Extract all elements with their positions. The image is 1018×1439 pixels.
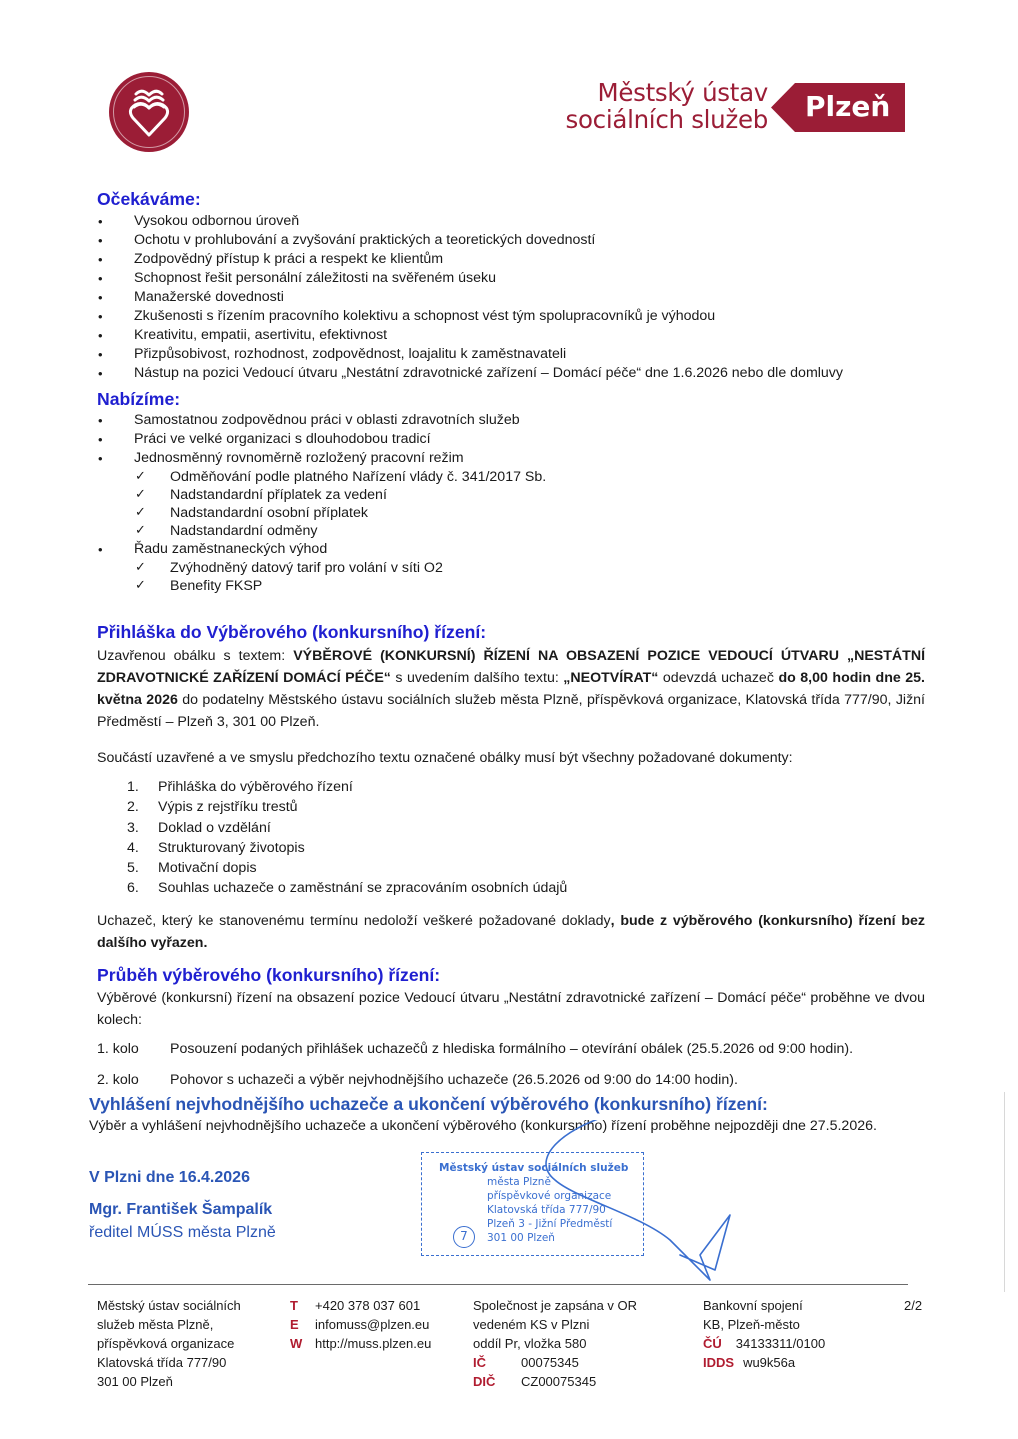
section-heading-application: Přihláška do Výběrového (konkursního) řízení: [97,622,487,642]
list-item: • Vysokou odbornou úroveň [97,212,927,231]
official-stamp: Městský ústav sociálních služeb města Plzně příspěvkové organizace Klatovská třída 777/90 Plzeň 3 - Jižní Předměstí 301 00 Plzeň 7 [421,1152,644,1256]
list-item: 1. Přihláška do výběrového řízení [127,779,353,795]
required-docs-list [127,777,927,899]
list-item: • Samostatnou zodpovědnou práci v oblasti zdravotních služeb [97,411,927,430]
data-box-id: IDDS wu9k56a [703,1355,796,1370]
offer-sublist-benefits [97,559,927,595]
footer-divider [88,1284,908,1285]
checkmark-icon: ✓ [135,505,146,520]
page-number: 2/2 [904,1298,923,1313]
list-item: • Ochotu v prohlubování a zvyšování praktických a teoretických dovedností [97,231,927,250]
list-item: • Manažerské dovednosti [97,288,927,307]
contact-web: W http://muss.plzen.eu [290,1336,432,1351]
list-item: 5. Motivační dopis [127,860,257,877]
brand-city-label: Plzeň [805,90,891,123]
list-item: 6. Souhlas uchazeče o zaměstnání se zpracováním osobních údajů [127,880,568,897]
checkmark-icon: ✓ [135,487,146,502]
list-item: 4. Strukturovaný životopis [127,839,305,856]
list-item: • Zkušenosti s řízením pracovního kolektivu a schopnost vést tým spolupracovníků je výhodou [97,307,927,326]
list-item: • Kreativitu, empatii, asertivitu, efektivnost [97,326,927,345]
footer-contacts [290,1296,431,1353]
list-item: • Schopnost řešit personální záležitosti na svěřeném úseku [97,269,927,288]
round-row: 2. kolo Pohovor s uchazeči a výběr nejvhodnějšího uchazeče (26.5.2026 od 9:00 do 14:00 hodin). [97,1071,738,1088]
section-heading-expect: Očekáváme: [97,189,201,209]
brand-wordmark [536,79,768,133]
announce-text: Výběr a vyhlášení nejvhodnějšího uchazeče a ukončení výběrového (konkursního) řízení proběhne nejpozději dne 27.5.2026. [89,1118,877,1134]
brand-line-2: sociálních služeb [565,105,768,134]
list-item: • Zodpovědný přístup k práci a respekt ke klientům [97,250,927,269]
check-item: ✓ Nadstandardní osobní příplatek [135,505,368,521]
section-heading-announce: Vyhlášení nejvhodnějšího uchazeče a ukončení výběrového (konkursního) řízení: [89,1094,768,1114]
section-heading-offer: Nabízíme: [97,389,181,409]
list-item: • Přizpůsobivost, rozhodnost, zodpovědnost, loajalitu k zaměstnavateli [97,345,927,364]
list-item: • Jednosměnný rovnoměrně rozložený pracovní režim [97,449,927,468]
brand-line-1: Městský ústav [597,78,768,107]
offer-sublist-pay [97,468,927,540]
stamp-title: Městský ústav sociálních služeb [439,1162,629,1174]
heart-emblem-icon [109,72,189,152]
expect-list [97,212,927,383]
margin-line [1004,1092,1005,1292]
footer-organization: Městský ústav sociálních služeb města Plzně, příspěvková organizace Klatovská třída 777/90 301 00 Plzeň [97,1298,241,1389]
section-heading-process: Průběh výběrového (konkursního) řízení: [97,964,441,985]
footer-bank: Bankovní spojení KB, Plzeň-město ČÚ 34133311/0100 IDDS wu9k56a [703,1298,826,1370]
check-item: ✓ Odměňování podle platného Nařízení vlády č. 341/2017 Sb. [135,469,547,485]
required-docs-intro: Součástí uzavřené a ve smyslu předchozího textu označené obálky musí být všechny požadované dokumenty: [97,750,793,766]
vat-id: DIČ CZ00075345 [473,1374,597,1389]
contact-phone: T +420 378 037 601 [290,1298,421,1313]
process-intro: Výběrové (konkursní) řízení na obsazení pozice Vedoucí útvaru „Nestátní zdravotnické zařízení – Domácí péče“ proběhne ve dvou kolech: [97,989,925,1028]
check-item: ✓ Nadstandardní příplatek za vedení [135,487,387,503]
list-item: • Práci ve velké organizaci s dlouhodobou tradicí [97,430,927,449]
handwritten-signature-icon [400,1120,740,1290]
list-item: 3. Doklad o vzdělání [127,819,271,836]
footer-registry: Společnost je zapsána v OR vedeném KS v Plzni oddíl Pr, vložka 580 IČ 00075345 DIČ CZ00075345 [473,1298,638,1389]
offer-list-benefits [97,540,927,559]
company-id: IČ 00075345 [473,1355,579,1370]
checkmark-icon: ✓ [135,523,146,538]
place-date: V Plzni dne 16.4.2026 [89,1169,250,1186]
brand-city-tag [771,83,905,132]
offer-list [97,411,927,468]
organization-logo [109,72,189,152]
stamp-number: 7 [453,1226,475,1248]
application-instructions: Uzavřenou obálku s textem: VÝBĚROVÉ (KONKURSNÍ) ŘÍZENÍ NA OBSAZENÍ POZICE VEDOUCÍ ÚTVARU „NESTÁTNÍ ZDRAVOTNICKÉ ZAŘÍZENÍ DOMÁCÍ PÉČE“ s uvedením dalšího textu: „NEOTVÍRAT“ odevzdá uchazeč do 8,00 hodin dne 25. května 2026 do podatelny Městského ústavu sociálních služeb města Plzně, příspěvková organizace, Klatovská třída 777/90, Jižní Předměstí – Plzeň 3, 301 00 Plzeň. [97,648,926,730]
signer-name: Mgr. František Šampalík [89,1201,273,1218]
check-item: ✓ Benefity FKSP [135,578,263,594]
check-item: ✓ Zvýhodněný datový tarif pro volání v síti O2 [135,560,443,576]
list-item: • Řadu zaměstnaneckých výhod [97,540,927,559]
bank-account: ČÚ 34133311/0100 [703,1336,826,1351]
checkmark-icon: ✓ [135,578,146,593]
round-row: 1. kolo Posouzení podaných přihlášek uchazečů z hlediska formálního – otevírání obálek (25.5.2026 od 9:00 hodin). [97,1040,854,1057]
contact-email: E infomuss@plzen.eu [290,1317,430,1332]
exclusion-note: Uchazeč, který ke stanovenému termínu nedoloží veškeré požadované doklady, bude z výběrového (konkursního) řízení bez dalšího vyřazen. [97,912,925,951]
list-item: 2. Výpis z rejstříku trestů [127,799,298,816]
document-body [97,188,927,1090]
signer-role: ředitel MÚSS města Plzně [89,1224,276,1241]
check-item: ✓ Nadstandardní odměny [135,523,318,539]
checkmark-icon: ✓ [135,469,146,484]
list-item: • Nástup na pozici Vedoucí útvaru „Nestátní zdravotnické zařízení – Domácí péče“ dne 1.6.2026 nebo dle domluvy [97,364,927,383]
checkmark-icon: ✓ [135,560,146,575]
